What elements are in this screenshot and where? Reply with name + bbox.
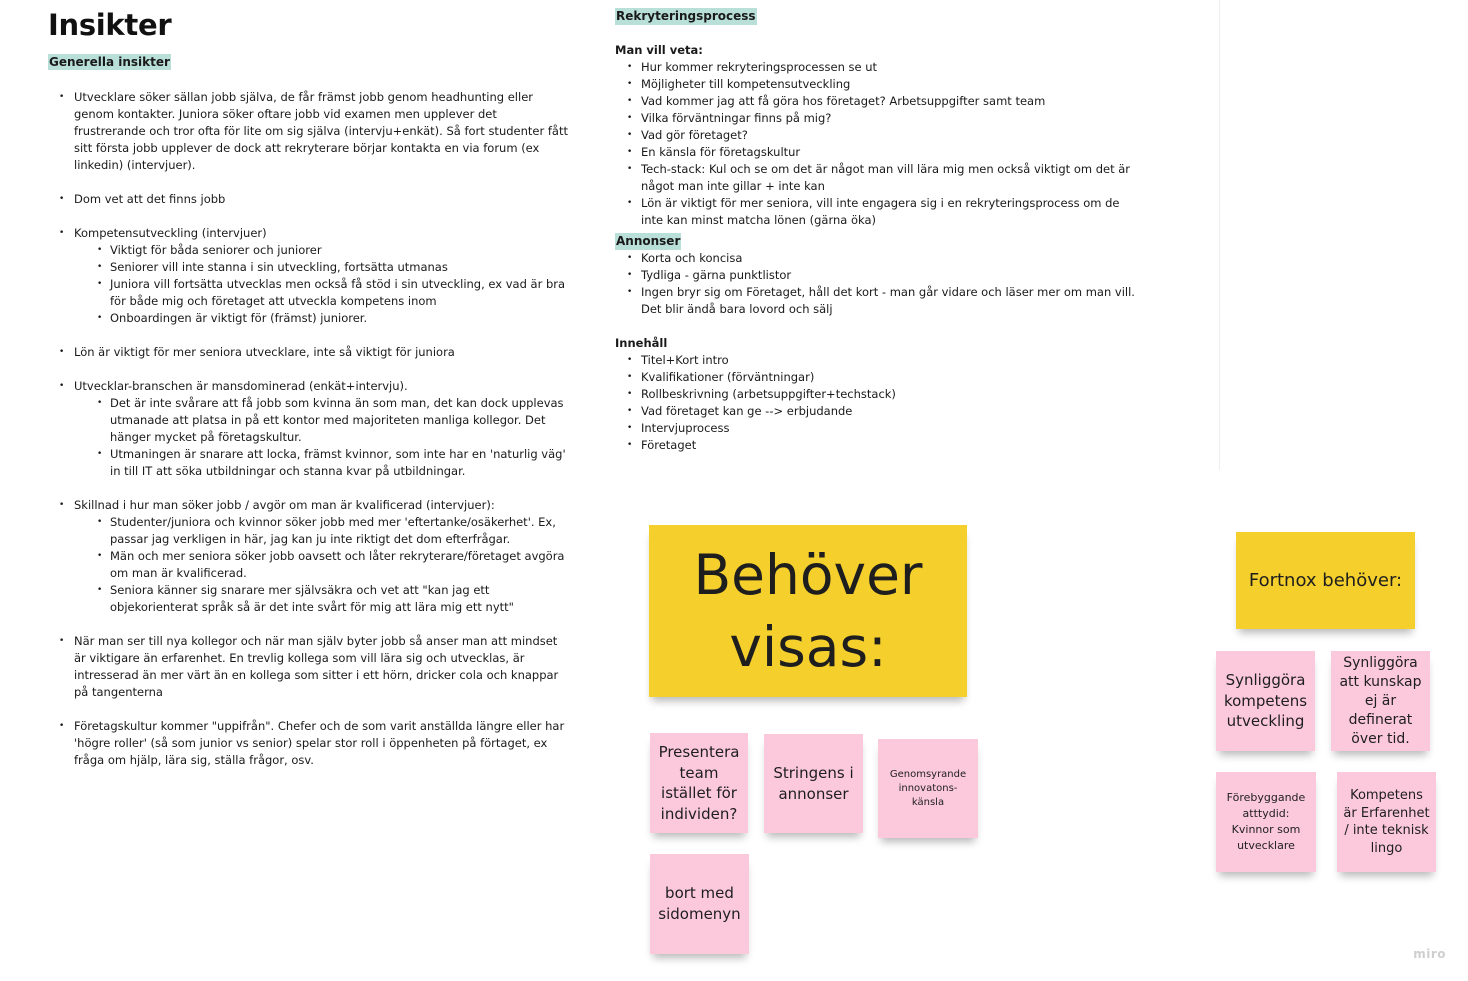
sticky-presentera-team[interactable]: Presentera team istället för individen?: [650, 733, 748, 833]
sticky-kompetens-erfarenhet[interactable]: Kompetens är Erfarenhet / inte teknisk lingo: [1337, 772, 1436, 872]
list-item: • Hur kommer rekryteringsprocessen se ut: [615, 59, 1135, 76]
list-item: • Titel+Kort intro: [615, 352, 1135, 369]
sub-list: [74, 395, 568, 480]
list-item: • Vad företaget kan ge --> erbjudande: [615, 403, 1135, 420]
list-item: • Tech-stack: Kul och se om det är något man vill lära mig men också viktigt om det är något man inte gillar + inte kan: [615, 161, 1135, 195]
list-item: • Vad gör företaget?: [615, 127, 1135, 144]
ads-list: [615, 250, 1135, 318]
want-to-know-list: [615, 59, 1135, 229]
list-item: • Utvecklare söker sällan jobb själva, de får främst jobb genom headhunting eller genom kontakter. Juniora söker oftare jobb vid examen men upplever det frustrerande och tror ofta för lite om sig själva (intervju+enkät). Så fort studenter fått sitt första jobb upplever de dock att rekryterare börjar kontakta en via forum (ex linkedin) (intervjuer).: [48, 89, 568, 174]
sub-list-item: • Utmaningen är snarare att locka, främst kvinnor, som inte har en 'naturlig väg' in till IT att söka utbildningar och stanna kvar på utbildningar.: [74, 446, 568, 480]
content-heading: Innehåll: [615, 336, 668, 350]
list-item: • Vad kommer jag att få göra hos företaget? Arbetsuppgifter samt team: [615, 93, 1135, 110]
sticky-forebyggande[interactable]: Förebyggande atttydid: Kvinnor som utvecklare: [1216, 772, 1316, 872]
list-item: • Företaget: [615, 437, 1135, 454]
sub-list-item: • Seniorer vill inte stanna i sin utveckling, fortsätta utmanas: [74, 259, 568, 276]
sticky-synliggora-kunskap[interactable]: Synliggöra att kunskap ej är definerat över tid.: [1331, 651, 1430, 751]
sticky-fortnox-behover[interactable]: Fortnox behöver:: [1236, 532, 1415, 629]
section-label-general: Generella insikter: [49, 55, 170, 69]
list-item: • Vilka förväntningar finns på mig?: [615, 110, 1135, 127]
insights-list: [48, 89, 568, 769]
document-title: Insikter: [48, 8, 172, 42]
sub-list-item: • Studenter/juniora och kvinnor söker jobb med mer 'eftertanke/osäkerhet'. Ex, passar jag verkligen in här, jag kan ju inte riktigt det dom efterfrågar.: [74, 514, 568, 548]
sub-list: [74, 242, 568, 327]
section-label-recruitment: Rekryteringsprocess: [616, 9, 756, 23]
list-item: • Möjligheter till kompetensutveckling: [615, 76, 1135, 93]
list-item: • Företagskultur kommer "uppifrån". Chefer och de som varit anställda längre eller har 'högre roller' (så som junior vs senior) spelar stor roll i öppenheten på förtaget, ex fråga om hjälp, lära sig, ställa frågor, osv.: [48, 718, 568, 769]
board-divider: [1219, 0, 1220, 470]
sub-list-item: • Juniora vill fortsätta utvecklas men också få stöd i sin utveckling, ex vad är bra för både mig och företaget att utveckla kompetens inom: [74, 276, 568, 310]
list-item: • Ingen bryr sig om Företaget, håll det kort - man går vidare och läser mer om man vill. Det blir ändå bara lovord och sälj: [615, 284, 1135, 318]
sticky-genomsyrande[interactable]: Genomsyrande innovatons-känsla: [878, 739, 978, 838]
list-item: • Utvecklar-branschen är mansdominerad (enkät+intervju). • Det är inte svårare att få jobb som kvinna än som man, det kan dock upplevas utmanade att platsa in på ett kontor med majoriteten manliga kollegor. Det hänger mycket på företagskultur. • Utmaningen är snarare att locka, främst kvinnor, som inte har en 'naturlig väg' in till IT att söka utbildningar och stanna kvar på utbildningar.: [48, 378, 568, 480]
list-item: • Intervjuprocess: [615, 420, 1135, 437]
list-item: • Lön är viktigt för mer seniora utvecklare, inte så viktigt för juniora: [48, 344, 568, 361]
list-item: • Rollbeskrivning (arbetsuppgifter+techstack): [615, 386, 1135, 403]
list-item: • Kompetensutveckling (intervjuer) • Viktigt för båda seniorer och juniorer • Seniorer vill inte stanna i sin utveckling, fortsätta utmanas • Juniora vill fortsätta utvecklas men också få stöd i sin utveckling, ex vad är bra för både mig och företaget att utveckla kompetens inom • Onboardingen är viktigt för (främst) juniorer.: [48, 225, 568, 327]
recruitment-document[interactable]: [615, 8, 1135, 454]
sticky-bort-med-sidomenyn[interactable]: bort med sidomenyn: [650, 854, 749, 954]
sub-list-item: • Onboardingen är viktigt för (främst) juniorer.: [74, 310, 568, 327]
sticky-behover-visas[interactable]: Behöver visas:: [649, 525, 967, 697]
list-item: • Skillnad i hur man söker jobb / avgör om man är kvalificerad (intervjuer): • Studenter/juniora och kvinnor söker jobb med mer 'eftertanke/osäkerhet'. Ex, passar jag verkligen in här, jag kan ju inte riktigt det dom efterfrågar. • Män och mer seniora söker jobb oavsett och låter rekryterare/företaget avgöra om man är kvalificerad. • Seniora känner sig snarare mer självsäkra och vet att "kan jag ett objekorienterat språk så är det inte svårt för mig att lära mig ett nytt": [48, 497, 568, 616]
sub-list-item: • Viktigt för båda seniorer och juniorer: [74, 242, 568, 259]
list-item: • Lön är viktigt för mer seniora, vill inte engagera sig i en rekryteringsprocess om de inte kan minst matcha lönen (gärna öka): [615, 195, 1135, 229]
list-item: • Tydliga - gärna punktlistor: [615, 267, 1135, 284]
section-label-ads: Annonser: [616, 234, 681, 248]
list-item: • Korta och koncisa: [615, 250, 1135, 267]
list-item: • När man ser till nya kollegor och när man själv byter jobb så anser man att mindset är viktigare än erfarenhet. En trevlig kollega som vill lära sig och utvecklas, är intresserad än mer värt än en kollega som sitter i ett hörn, dricker cola och knappar på tangenterna: [48, 633, 568, 701]
list-item: • En känsla för företagskultur: [615, 144, 1135, 161]
content-list: [615, 352, 1135, 454]
sticky-synliggora-kompetens[interactable]: Synliggöra kompetens utveckling: [1216, 651, 1315, 751]
sub-list: [74, 514, 568, 616]
sub-list-item: • Det är inte svårare att få jobb som kvinna än som man, det kan dock upplevas utmanade att platsa in på ett kontor med majoriteten manliga kollegor. Det hänger mycket på företagskultur.: [74, 395, 568, 446]
list-item: • Dom vet att det finns jobb: [48, 191, 568, 208]
sub-list-item: • Seniora känner sig snarare mer självsäkra och vet att "kan jag ett objekorienterat språk så är det inte svårt för mig att lära mig ett nytt": [74, 582, 568, 616]
want-to-know-heading: Man vill veta:: [615, 43, 703, 57]
miro-logo: miro: [1413, 947, 1446, 961]
sticky-stringens[interactable]: Stringens i annonser: [764, 734, 863, 833]
sub-list-item: • Män och mer seniora söker jobb oavsett och låter rekryterare/företaget avgöra om man är kvalificerad.: [74, 548, 568, 582]
list-item: • Kvalifikationer (förväntningar): [615, 369, 1135, 386]
insights-document[interactable]: [48, 8, 568, 786]
